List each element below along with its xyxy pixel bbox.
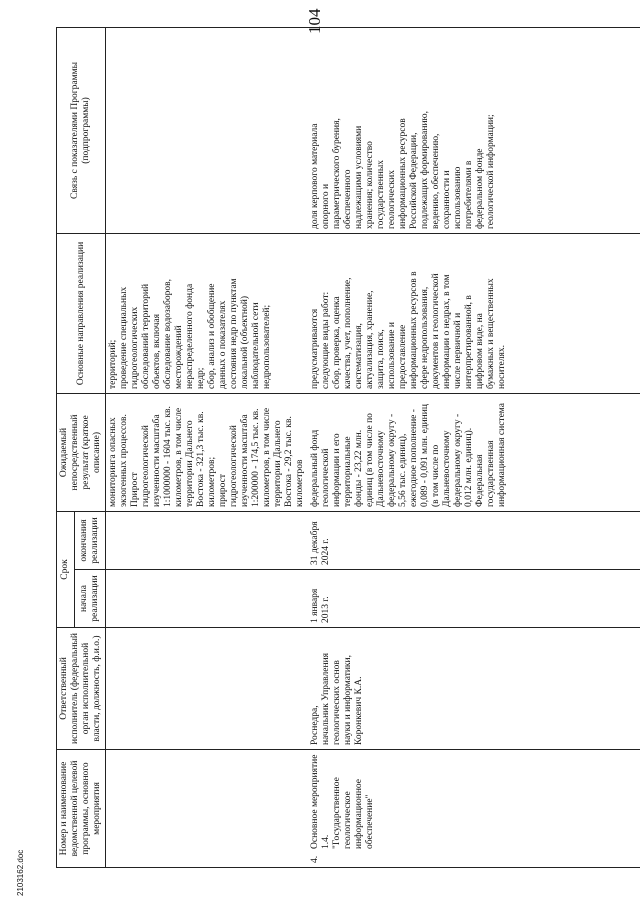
cell-responsible: Роснедра, начальник Управления геологических основ науки и информатики, Коронкевич К.А. — [308, 628, 640, 750]
header-number-name: Номер и наименование ведомственной целевой программы, основного мероприятия — [57, 750, 106, 868]
cell-start: 1 января 2013 г. — [308, 570, 640, 628]
page-number: 104 — [305, 8, 324, 34]
table-row — [308, 27, 640, 867]
header-term-end: окончания реализации — [75, 511, 106, 569]
header-term-start: начала реализации — [75, 570, 106, 628]
header-term: Срок — [57, 511, 75, 627]
header-expected-result: Ожидаемый непосредственный результат (краткое описание) — [57, 393, 106, 511]
cell-expected-result: федеральный фонд геологической информации и его территориальные фонды - 23,22 млн. единиц (в том числе по Дальневосточному федеральному округу - 5,56 тыс. единиц), ежегодное пополнение - 0,089 - 0,091 млн. единиц (в том числе по Дальневосточному федеральному округу - 0,012 млн. единиц). Федеральная государственная информационная система — [308, 393, 640, 511]
program-measures-table — [56, 27, 640, 868]
cell-link: доля керпового материала опорного и параметрического бурения, обеспеченного надлежащими условиями хранения; количество государственных геологических информационных ресурсов Российской Федерации, подлежащих формированию, ведению, обеспечению, сохранности и использованию потребителями в федеральном фонде геологической информации; — [308, 27, 640, 233]
cell-end — [106, 511, 309, 569]
document-file-code: 2103162.doc — [16, 849, 25, 896]
cell-start — [106, 570, 309, 628]
header-link: Связь с показателями Программы (подпрограммы) — [57, 27, 106, 233]
cell-directions: территорий; проведение специальных гидрогеологических обследований территорий объектов, включая обследование водозаборов, месторождений нераспределенного фонда недр; сбор, анализ и обобщение данных о показателях состояния недр по пунктам локальной (объектной) наблюдательной сети недропользователей; — [106, 233, 309, 393]
cell-directions: предусматриваются следующие виды работ: сбор, проверка, оценка качества, учет, пополнение, систематизация, актуализация, хранение, защита, поиск, использование и предоставление информационных ресурсов в сфере недропользования, документов и геологической информации о недрах, в том числе первичной и интерпретированной, в цифровом виде, на бумажных и вещественных носителях. — [308, 233, 640, 393]
cell-link — [106, 27, 309, 233]
header-directions: Основные направления реализации — [57, 233, 106, 393]
cell-number-name: 4.Основное мероприятие 1.4. "Государственное геологическое информационное обеспечение" — [308, 750, 640, 868]
cell-end: 31 декабря 2024 г. — [308, 511, 640, 569]
cell-responsible — [106, 628, 309, 750]
cell-expected-result: мониторинга опасных экзогенных процессов. Прирост гидрогеологической изученности масштаба 1:1000000 - 1604 тыс. кв. километров, в том числе территории Дальнего Востока - 321,3 тыс. кв. километров; прирост гидрогеологической изученности масштаба 1:200000 - 174,5 тыс. кв. километров, в том числе территории Дальнего Востока - 29,2 тыс. кв. километров — [106, 393, 309, 511]
table-row — [106, 27, 309, 867]
program-table-page — [56, 28, 616, 868]
header-responsible: Ответственный исполнитель (федеральный орган исполнительной власти, должность, ф.и.о.) — [57, 628, 106, 750]
cell-number-name — [106, 750, 309, 868]
row-number: 4. — [310, 855, 320, 863]
